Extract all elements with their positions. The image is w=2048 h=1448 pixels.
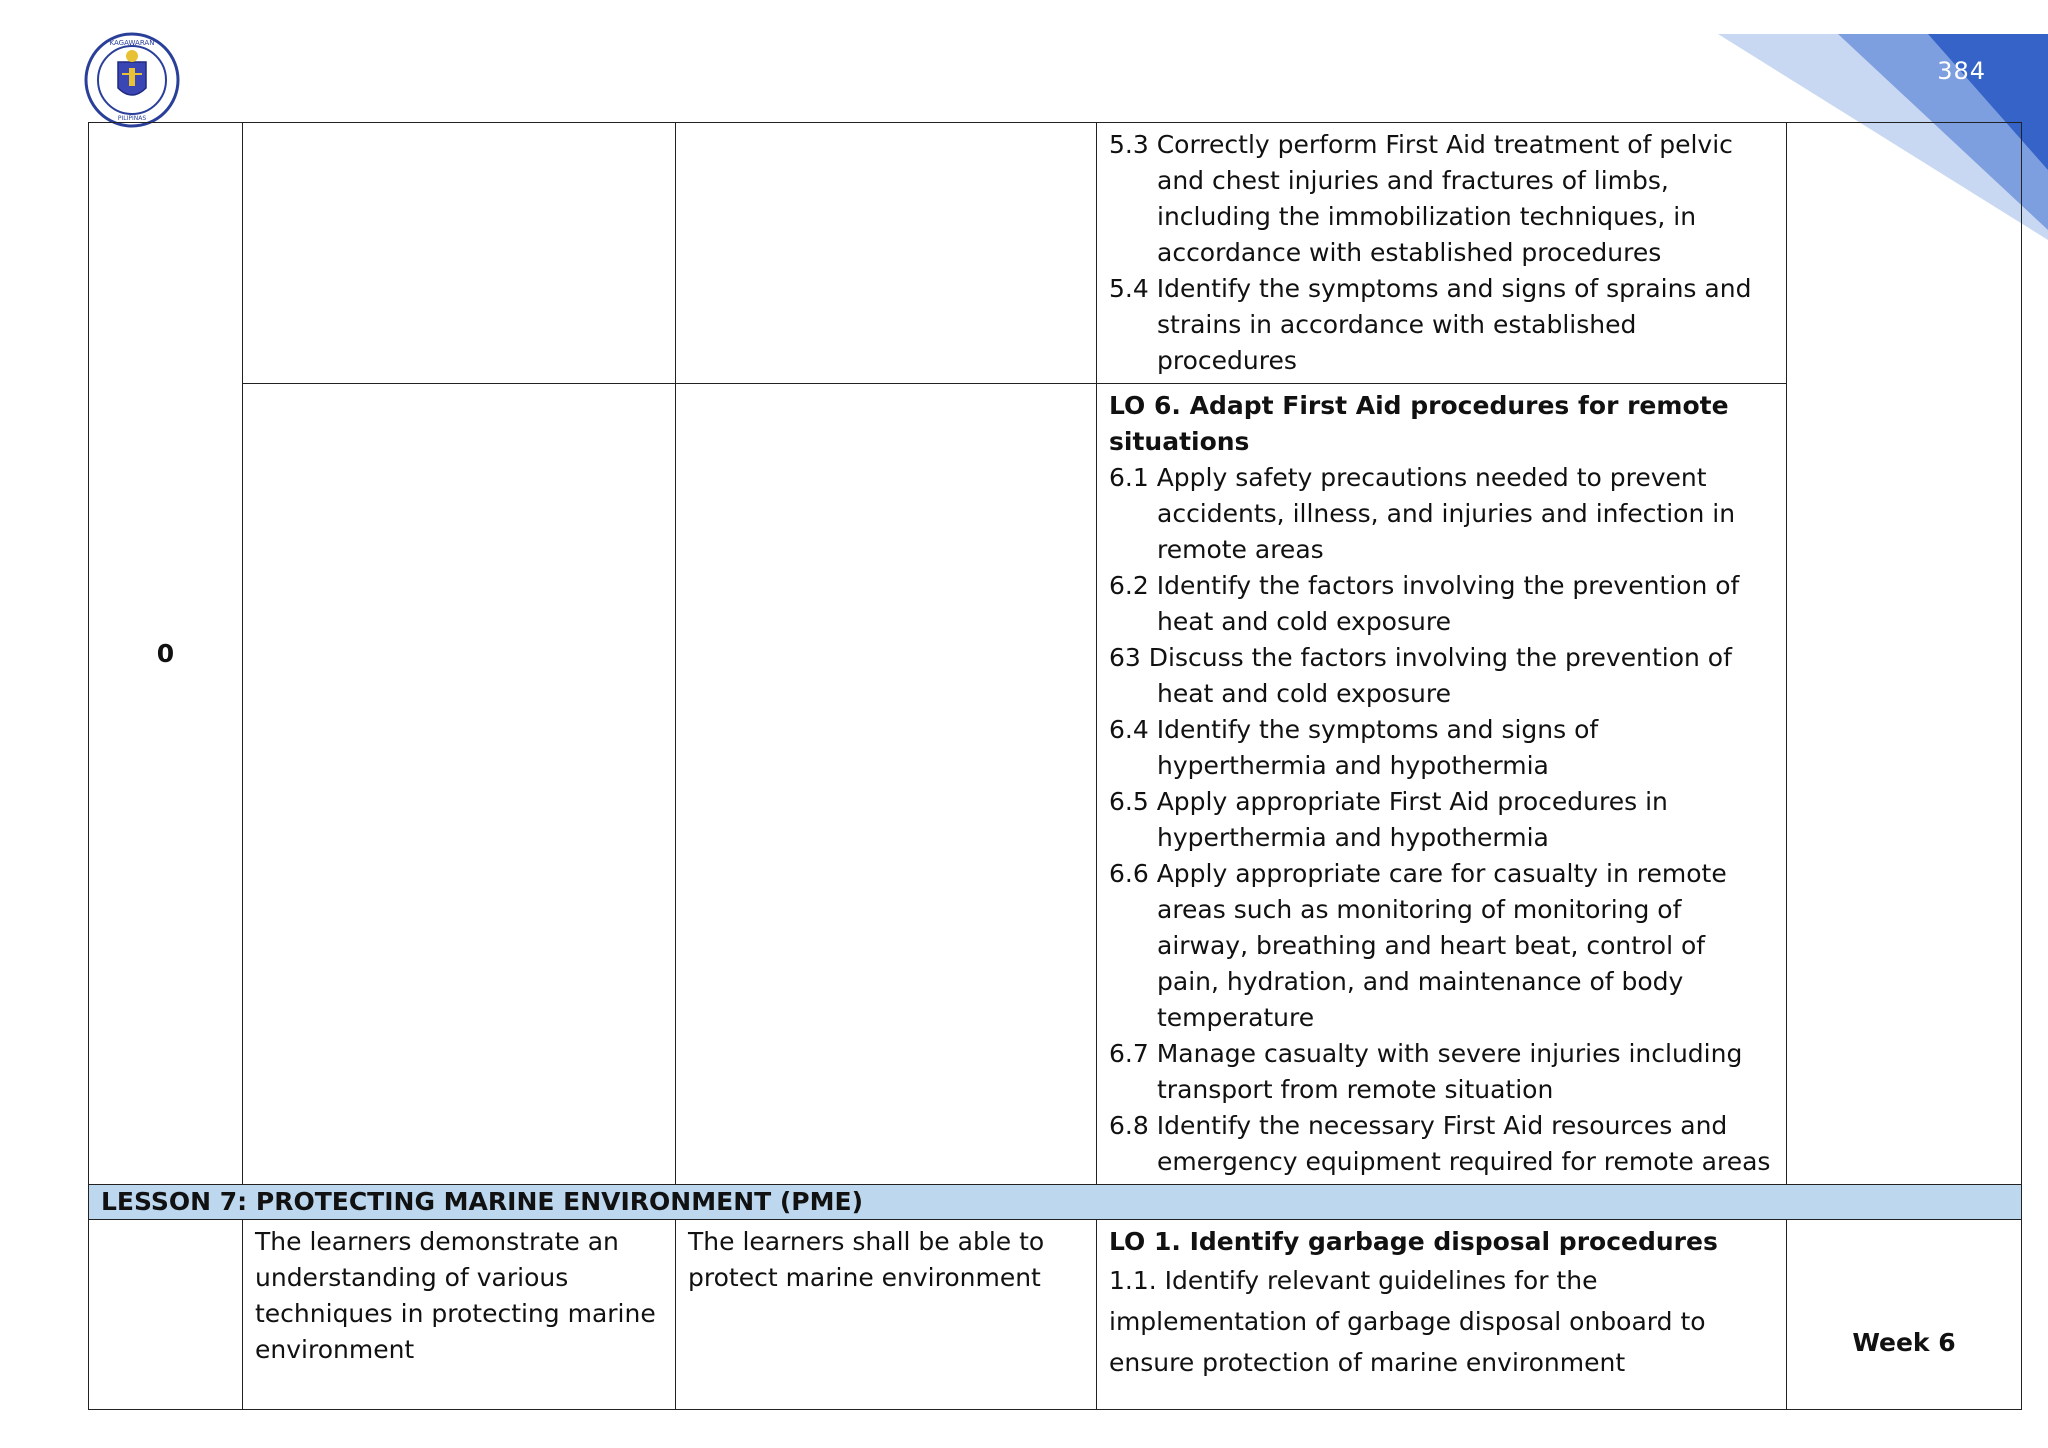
learning-competency-cell [1097,384,1787,1185]
code-cell [89,1220,243,1410]
performance-standard-cell [676,123,1097,384]
svg-text:PILIPINAS: PILIPINAS [117,115,147,122]
code-cell: 0 [89,123,243,1185]
deped-seal-logo [84,32,180,128]
performance-standard-cell [676,384,1097,1185]
lo-heading: LO 6. Adapt First Aid procedures for remote situations [1109,391,1729,456]
list-item: 6.2 Identify the factors involving the prevention of heat and cold exposure [1109,571,1740,636]
content-standard-cell: The learners demonstrate an understanding of various techniques in protecting marine environment [243,1220,676,1410]
list-item: 63 Discuss the factors involving the prevention of heat and cold exposure [1109,643,1732,708]
lesson-heading: LESSON 7: PROTECTING MARINE ENVIRONMENT (PME) [89,1185,2022,1220]
list-item: 6.8 Identify the necessary First Aid resources and emergency equipment required for remote areas [1109,1111,1771,1176]
week-cell [1787,123,2022,1185]
list-item: 6.1 Apply safety precautions needed to prevent accidents, illness, and injuries and infection in remote areas [1109,463,1736,564]
content-standard-cell [243,123,676,384]
table-row [89,1220,2022,1410]
curriculum-table [88,122,2022,1410]
list-item: 6.5 Apply appropriate First Aid procedures in hyperthermia and hypothermia [1109,787,1668,852]
lo-heading: LO 1. Identify garbage disposal procedures [1109,1227,1718,1256]
table-row [89,1185,2022,1220]
list-item: 6.6 Apply appropriate care for casualty in remote areas such as monitoring of monitoring of airway, breathing and heart beat, control of pain, hydration, and maintenance of body temperature [1109,859,1727,1032]
list-item: 5.4 Identify the symptoms and signs of sprains and strains in accordance with established procedures [1109,274,1752,375]
list-item: 5.3 Correctly perform First Aid treatment of pelvic and chest injuries and fractures of limbs, including the immobilization techniques, in accordance with established procedures [1109,130,1733,267]
svg-text:KAGAWARAN: KAGAWARAN [109,39,155,47]
learning-competency-cell [1097,1220,1787,1410]
performance-standard-cell: The learners shall be able to protect marine environment [676,1220,1097,1410]
list-item: 6.7 Manage casualty with severe injuries including transport from remote situation [1109,1039,1743,1104]
table-row [89,123,2022,384]
list-item: 6.4 Identify the symptoms and signs of hyperthermia and hypothermia [1109,715,1599,780]
list-item: 1.1. Identify relevant guidelines for the implementation of garbage disposal onboard to ensure protection of marine environment [1109,1266,1706,1377]
table-row [89,384,2022,1185]
page-number: 384 [1937,57,1986,85]
content-standard-cell [243,384,676,1185]
week-cell: Week 6 [1787,1220,2022,1410]
learning-competency-cell [1097,123,1787,384]
